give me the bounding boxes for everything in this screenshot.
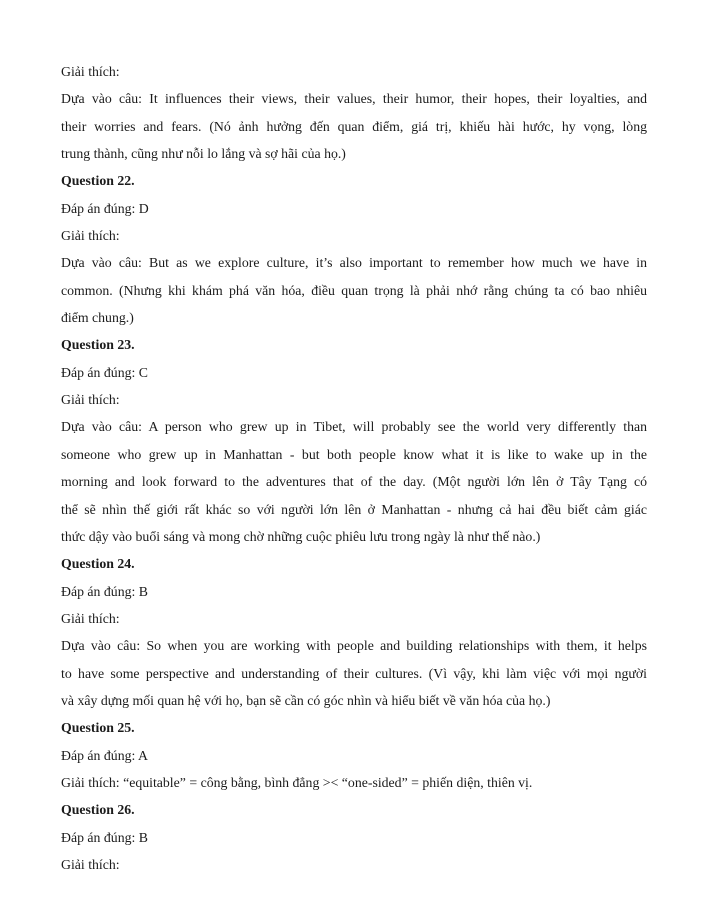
explanation-line: morning and look forward to the adventures that of the day. (Một người lớn lên ở Tây Tạng có [61,474,647,490]
explanation-line: common. (Nhưng khi khám phá văn hóa, điều quan trọng là phải nhớ rằng chúng ta có bao nhiêu [61,282,647,298]
explanation-line: their worries and fears. (Nó ảnh hưởng đến quan điểm, giá trị, khiếu hài hước, hy vọng, lòng [61,118,647,134]
explanation-line: trung thành, cũng như nỗi lo lắng và sợ hãi của họ.) [61,146,346,162]
answer-label: Đáp án đúng: B [61,583,148,599]
explanation-line: điểm chung.) [61,310,134,326]
document-page [61,58,647,878]
explanation-line: thức dậy vào buổi sáng và mong chờ những cuộc phiêu lưu trong ngày là như thế nào.) [61,528,541,544]
explanation-label: Giải thích: [61,392,120,408]
explanation-line: Dựa vào câu: So when you are working with people and building relationships with them, it helps [61,638,647,654]
question-26-heading: Question 26. [61,802,135,818]
explanation-label: Giải thích: [61,228,120,244]
explanation-line: Dựa vào câu: But as we explore culture, it’s also important to remember how much we have in [61,255,647,271]
answer-label: Đáp án đúng: B [61,829,148,845]
explanation-label: Giải thích: [61,856,120,872]
explanation-label: Giải thích: [61,64,120,79]
explanation-label: Giải thích: “equitable” = công bằng, bình đẳng >< “one-sided” = phiến diện, thiên vị. [61,774,533,790]
question-23-heading: Question 23. [61,337,135,353]
explanation-line: và xây dựng mối quan hệ với họ, bạn sẽ cần có góc nhìn và hiểu biết về văn hóa của họ.) [61,692,551,708]
explanation-line: Dựa vào câu: It influences their views, their values, their humor, their hopes, their loyalties, and [61,91,647,107]
explanation-label: Giải thích: [61,610,120,626]
answer-label: Đáp án đúng: D [61,200,149,216]
explanation-line: Dựa vào câu: A person who grew up in Tibet, will probably see the world very differently than [61,419,647,435]
explanation-line: thể sẽ nhìn thế giới rất khác so với người lớn lên ở Manhattan - nhưng cả hai đều biết cảm giác [61,501,647,517]
answer-label: Đáp án đúng: A [61,747,148,763]
question-24-heading: Question 24. [61,556,135,572]
explanation-line: someone who grew up in Manhattan - but both people know what it is like to wake up in the [61,446,647,462]
question-22-heading: Question 22. [61,173,135,189]
answer-label: Đáp án đúng: C [61,364,148,380]
explanation-line: to have some perspective and understanding of their cultures. (Vì vậy, khi làm việc với mọi người [61,665,647,681]
question-25-heading: Question 25. [61,720,135,736]
